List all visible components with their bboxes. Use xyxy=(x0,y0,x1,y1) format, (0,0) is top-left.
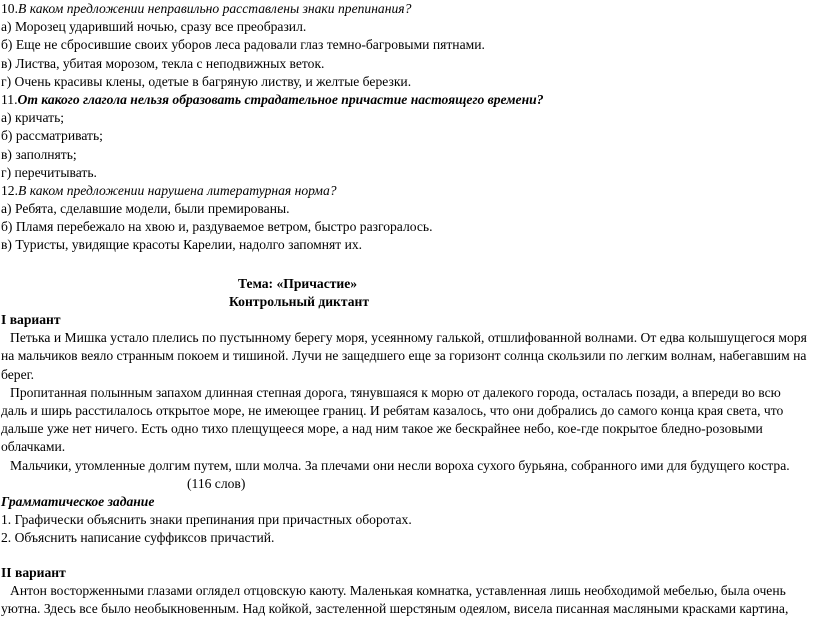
answer-option: г) перечитывать. xyxy=(1,164,97,180)
answer-option: г) Очень красивы клены, одетые в багряную листву, и желтые березки. xyxy=(1,73,412,89)
question-text: От какого глагола нельзя образовать страдательное причастие настоящего времени? xyxy=(17,91,544,107)
dictation-title: Контрольный диктант xyxy=(229,293,370,309)
question-number: 11. xyxy=(1,91,18,107)
variant-1-paragraph: Петька и Мишка устало плелись по пустынному берегу моря, усеянному галькой, отшлифованной волнами. От едва колышущегося моря на мальчиков веяло странным покоем и тишиной. Лучи не защедшего еще за горизонт солнца скользили по легким волнам, набегавшим на берег. xyxy=(1,330,807,382)
answer-option: в) Листва, убитая морозом, текла с неподвижных веток. xyxy=(1,55,325,71)
spacer xyxy=(1,548,809,556)
topic-title: Тема: «Причастие» xyxy=(238,275,358,291)
variant-1-paragraph: Мальчики, утомленные долгим путем, шли молча. За плечами они несли вороха сухого бурьяна, собранного ими для будущего костра. xyxy=(10,457,790,473)
answer-option: б) Пламя перебежало на хвою и, раздуваемое ветром, быстро разгоралось. xyxy=(1,219,433,235)
question-11 xyxy=(1,91,809,109)
question-number: 12. xyxy=(1,182,18,198)
grammar-task-item: 1. Графически объяснить знаки препинания при причастных оборотах. xyxy=(1,512,412,528)
answer-option: в) Туристы, увидящие красоты Карелии, надолго запомнят их. xyxy=(1,237,363,253)
answer-option: а) Морозец ударивший ночью, сразу все преобразил. xyxy=(1,19,307,35)
variant-1-paragraph: Пропитанная полынным запахом длинная степная дорога, тянувшаяся к морю от далекого города, осталась позади, а впереди во всю даль и ширь расстилалось открытое море, не имеющее границ. И ребятам казалось, что они добрались до самого конца края света, что дальше уже нет ничего. Есть одно тихо плещущееся море, а над ним такое же бескрайнее небо, кое-где покрытое бледно-розовыми облачками. xyxy=(1,384,784,455)
variant-2-paragraph: Антон восторженными глазами оглядел отцовскую каюту. Маленькая комнатка, уставленная лишь необходимой мебелью, была очень уютна. Здесь все было необыкновенным. Над койкой, застеленной шерстяным одеялом, висела писанная масляными красками картина, xyxy=(1,582,789,616)
question-12 xyxy=(1,182,809,200)
question-number: 10. xyxy=(1,1,18,16)
word-count: (116 слов) xyxy=(187,475,246,491)
spacer xyxy=(1,255,809,275)
grammar-task-title: Грамматическое задание xyxy=(1,494,155,509)
answer-option: в) заполнять; xyxy=(1,146,77,162)
answer-option: а) кричать; xyxy=(1,110,65,126)
question-10 xyxy=(1,0,809,18)
question-text: В каком предложении неправильно расставлены знаки препинания? xyxy=(18,1,412,16)
answer-option: б) рассматривать; xyxy=(1,128,103,144)
answer-option: б) Еще не сбросившие своих уборов леса радовали глаз темно-багровыми пятнами. xyxy=(1,37,485,53)
variant-2-heading: II вариант xyxy=(1,564,66,580)
answer-option: а) Ребята, сделавшие модели, были премированы. xyxy=(1,201,290,217)
grammar-task-item: 2. Объяснить написание суффиксов причастий. xyxy=(1,530,275,546)
variant-1-heading: I вариант xyxy=(1,312,61,327)
question-text: В каком предложении нарушена литературная норма? xyxy=(18,182,337,198)
spacer xyxy=(1,556,809,564)
